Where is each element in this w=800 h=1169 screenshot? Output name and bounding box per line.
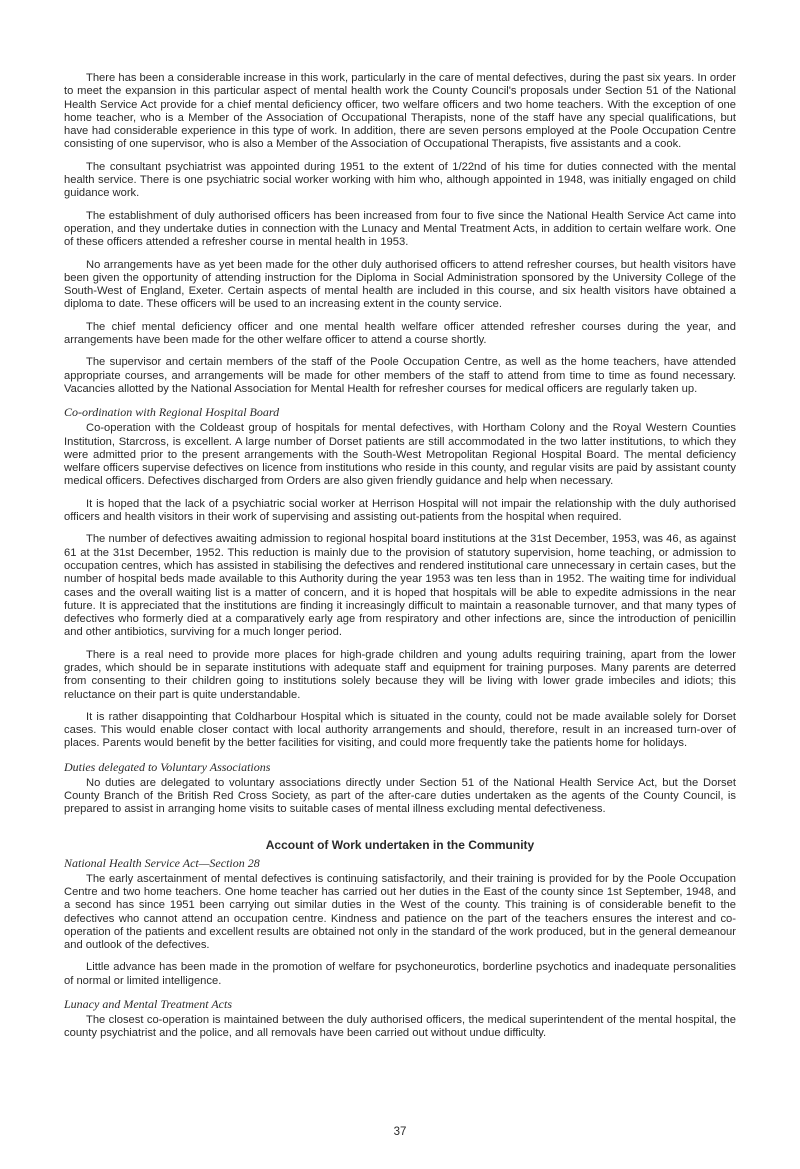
coordination-paragraph-4: There is a real need to provide more places for high-grade children and young adults requiring training, apart from the lower grades, which should be in separate institutions with adequate staff and equipment for training purposes. Many parents are deterred from consenting to their children going to institutions solely because they will be living with lower grade imbeciles and idiots; this reluctance on their part is quite understandable. [64,648,736,701]
nhs-act-paragraph-2: Little advance has been made in the promotion of welfare for psychoneurotics, borderline psychotics and inadequate personalities of normal or limited intelligence. [64,961,736,987]
intro-paragraph-6: The supervisor and certain members of the staff of the Poole Occupation Centre, as well as the home teachers, have attended appropriate courses, and arrangements will be made for other members of the staff to attend from time to time as found necessary. Vacancies allotted by the National Association for Mental Health for refresher courses for medical officers are regularly taken up. [64,356,736,395]
intro-paragraph-1: There has been a considerable increase in this work, particularly in the care of mental defectives, during the past six years. In order to meet the expansion in this particular aspect of mental health work the County Council's proposals under Section 51 of the National Health Service Act provide for a chief mental deficiency officer, two welfare officers and two home teachers. With the exception of one home teacher, who is a Member of the Association of Occupational Therapists, none of the staff have any special qualifications, but have had considerable experience in this type of work. In addition, there are seven persons employed at the Poole Occupation Centre consisting of one supervisor, who is also a Member of the Association of Occupational Therapists, five assistants and a cook. [64,72,736,151]
page-number: 37 [393,1126,407,1138]
community-work-heading: Account of Work undertaken in the Community [265,837,535,852]
coordination-paragraph-2: It is hoped that the lack of a psychiatric social worker at Herrison Hospital will not impair the relationship with the duly authorised officers and health visitors in their work of supervising and assisting out-patients from the hospital when required. [64,497,736,524]
intro-paragraph-4: No arrangements have as yet been made for the other duly authorised officers to attend refresher courses, but health visitors have been given the opportunity of attending instruction for the Diploma in Social Administration sponsored by the University College of the South-West of England, Exeter. Certain aspects of mental health are included in this course, and six health visitors have obtained a diploma to date. These officers will be used to an increasing extent in the county service. [64,258,736,311]
lunacy-acts-paragraph-1: The closest co-operation is maintained between the duly authorised officers, the medical superintendent of the mental hospital, the county psychiatrist and the police, and all removals have been carried out without undue difficulty. [64,1014,736,1040]
coordination-subheading: Co-ordination with Regional Hospital Board [64,405,280,420]
nhs-act-paragraph-1: The early ascertainment of mental defectives is continuing satisfactorily, and their training is provided for by the Poole Occupation Centre and two home teachers. One home teacher has carried out her duties in the East of the county since 1st September, 1948, and a second has since 1951 been carrying out similar duties in the West of the county. This training is of considerable benefit to the defectives who cannot attend an occupation centre. Kindness and patience on the part of the teachers ensures the interest and co-operation of the patients and excellent results are obtained not only in the standard of the work produced, but in the general demeanour and outlook of the defectives. [64,872,736,952]
intro-paragraph-5: The chief mental deficiency officer and one mental health welfare officer attended refresher courses during the year, and arrangements have been made for the other welfare officer to attend a course shortly. [64,320,736,347]
coordination-paragraph-3: The number of defectives awaiting admission to regional hospital board institutions at the 31st December, 1953, was 46, as against 61 at the 31st December, 1952. This reduction is mainly due to the provision of statutory supervision, home teaching, or admission to occupation centres, which has assisted in stabilising the defectives and rendered institutional care unnecessary in certain cases, but the number of hospital beds made available to this Authority during the year 1953 was ten less than in 1952. The waiting time for individual cases and the overall waiting list is a matter of concern, and it is hoped that hospitals will be able to expedite admissions in the near future. It is appreciated that the institutions are finding it increasingly difficult to maintain a reasonable turnover, and that many types of defectives who formerly died at a comparatively early age from respiratory and other infections are, since the introduction of penicillin and other antibiotics, surviving for a much longer period. [64,533,736,639]
coordination-paragraph-5: It is rather disappointing that Coldharbour Hospital which is situated in the county, could not be made available solely for Dorset cases. This would enable closer contact with local authority arrangements and should, therefore, result in an increased turn-over of places. Parents would benefit by the better facilities for visiting, and could more frequently take the patients home for holidays. [64,710,736,750]
intro-paragraph-3: The establishment of duly authorised officers has been increased from four to five since the National Health Service Act came into operation, and they undertake duties in connection with the Lunacy and Mental Treatment Acts, in addition to certain welfare work. One of these officers attended a refresher course in mental health in 1953. [64,209,736,249]
voluntary-subheading: Duties delegated to Voluntary Associations [64,759,271,774]
coordination-paragraph-1: Co-operation with the Coldeast group of hospitals for mental defectives, with Hortham Colony and the Royal Western Counties Institution, Starcross, is excellent. A large number of Dorset patients are still accommodated in the two latter institutions, to which they were admitted prior to the present arrangements with the South-West Metropolitan Regional Hospital Board. The mental deficiency welfare officers supervise defectives on licence from institutions who reside in this county, and regular visits are paid by assistant county medical officers. Defectives discharged from Orders are also given friendly guidance and help when necessary. [64,422,736,488]
voluntary-paragraph-1: No duties are delegated to voluntary associations directly under Section 51 of the National Health Service Act, but the Dorset County Branch of the British Red Cross Society, as part of the after-care duties undertaken as the agents of the County Council, is prepared to assist in arranging home visits to suitable cases of mental illness excluding mental defectiveness. [64,776,736,816]
lunacy-acts-subheading: Lunacy and Mental Treatment Acts [64,997,232,1012]
nhs-act-subheading: National Health Service Act—Section 28 [64,855,260,870]
intro-paragraph-2: The consultant psychiatrist was appointed during 1951 to the extent of 1/22nd of his time for duties connected with the mental health service. There is one psychiatric social worker working with him who, although appointed in 1948, was initially engaged on child guidance work. [64,160,736,200]
